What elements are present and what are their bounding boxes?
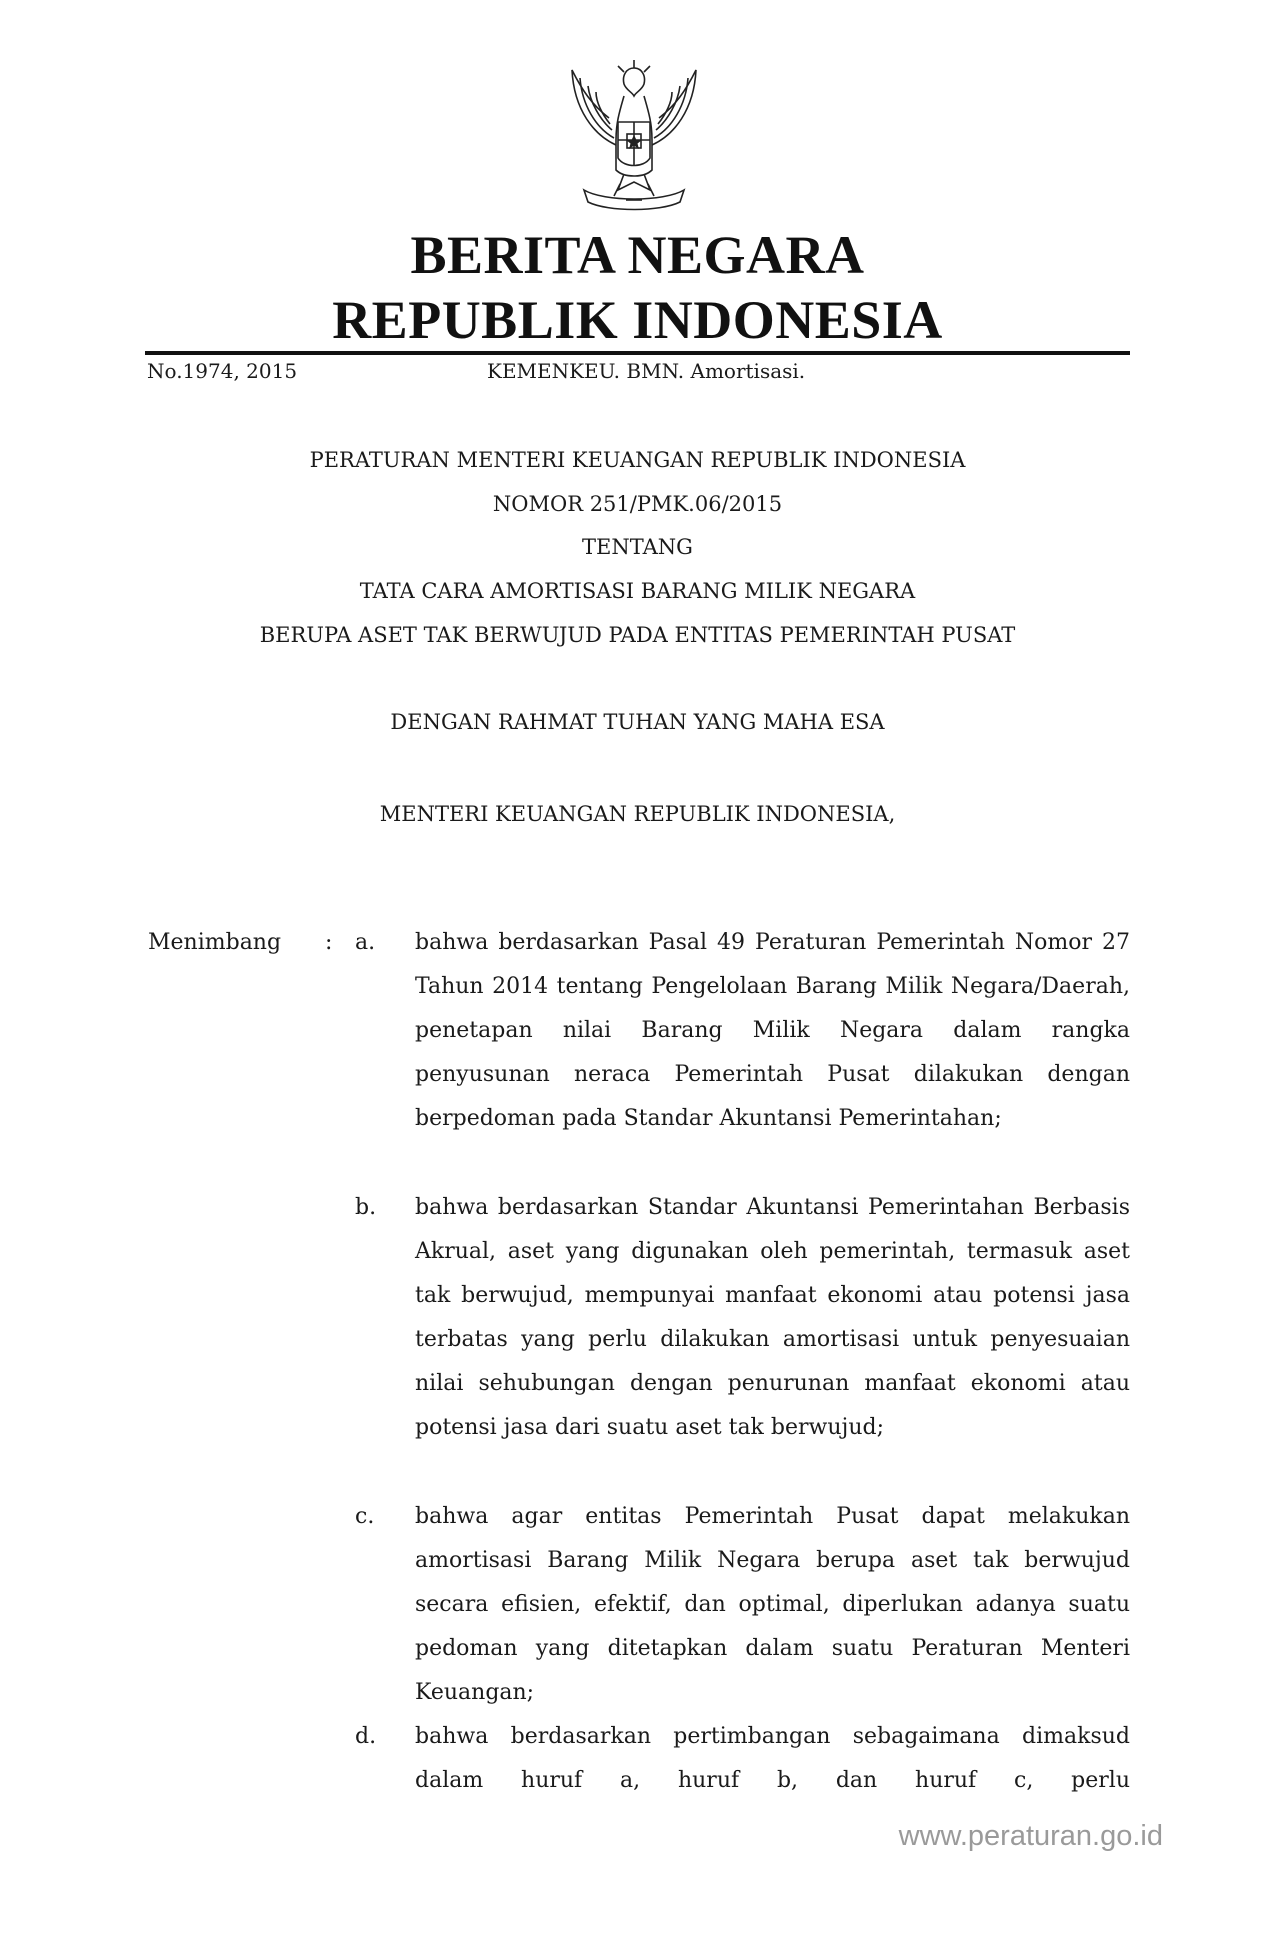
considering-label: Menimbang <box>148 930 282 955</box>
gazette-number: No.1974, 2015 <box>147 359 298 383</box>
consideration-text: bahwa berdasarkan Standar Akuntansi Pemerintahan Berbasis Akrual, aset yang digunakan oleh pemerintah, termasuk aset tak berwujud, mempunyai manfaat ekonomi atau potensi jasa terbatas yang perlu dilakukan amortisasi untuk penyesuaian nilai sehubungan dengan penurunan manfaat ekonomi atau potensi jasa dari suatu aset tak berwujud; <box>415 1195 1130 1440</box>
consideration-marker: a. <box>355 930 376 955</box>
regulation-number: NOMOR 251/PMK.06/2015 <box>492 492 783 516</box>
gazette-category: KEMENKEU. BMN. Amortisasi. <box>487 359 806 383</box>
regulation-subject-line2: BERUPA ASET TAK BERWUJUD PADA ENTITAS PEMERINTAH PUSAT <box>259 623 1016 647</box>
consideration-text: bahwa berdasarkan pertimbangan sebagaimana dimaksud dalam huruf a, huruf b, dan huruf c, perlu <box>415 1724 1130 1793</box>
garuda-pancasila-emblem-icon <box>554 50 714 220</box>
consideration-marker: c. <box>355 1504 375 1529</box>
source-watermark: www.peraturan.go.id <box>898 1820 1163 1852</box>
masthead-divider <box>145 351 1130 355</box>
considering-colon: : <box>325 930 333 955</box>
consideration-text: bahwa berdasarkan Pasal 49 Peraturan Pemerintah Nomor 27 Tahun 2014 tentang Pengelolaan Barang Milik Negara/Daerah, penetapan nilai Barang Milik Negara dalam rangka penyusunan neraca Pemerintah Pusat dilakukan dengan berpedoman pada Standar Akuntansi Pemerintahan; <box>415 930 1130 1131</box>
masthead-title-line1: BERITA NEGARA <box>410 225 865 285</box>
consideration-marker: d. <box>355 1724 377 1749</box>
consideration-marker: b. <box>355 1195 377 1220</box>
regulation-about: TENTANG <box>582 535 693 559</box>
masthead-title-line2: REPUBLIK INDONESIA <box>332 290 943 350</box>
consideration-text: bahwa agar entitas Pemerintah Pusat dapat melakukan amortisasi Barang Milik Negara berupa aset tak berwujud secara efisien, efektif, dan optimal, diperlukan adanya suatu pedoman yang ditetapkan dalam suatu Peraturan Menteri Keuangan; <box>415 1504 1130 1705</box>
invocation: DENGAN RAHMAT TUHAN YANG MAHA ESA <box>390 710 885 734</box>
official-title: MENTERI KEUANGAN REPUBLIK INDONESIA, <box>379 802 896 826</box>
regulation-subject-line1: TATA CARA AMORTISASI BARANG MILIK NEGARA <box>359 579 916 603</box>
regulation-issuer: PERATURAN MENTERI KEUANGAN REPUBLIK INDONESIA <box>309 448 966 472</box>
